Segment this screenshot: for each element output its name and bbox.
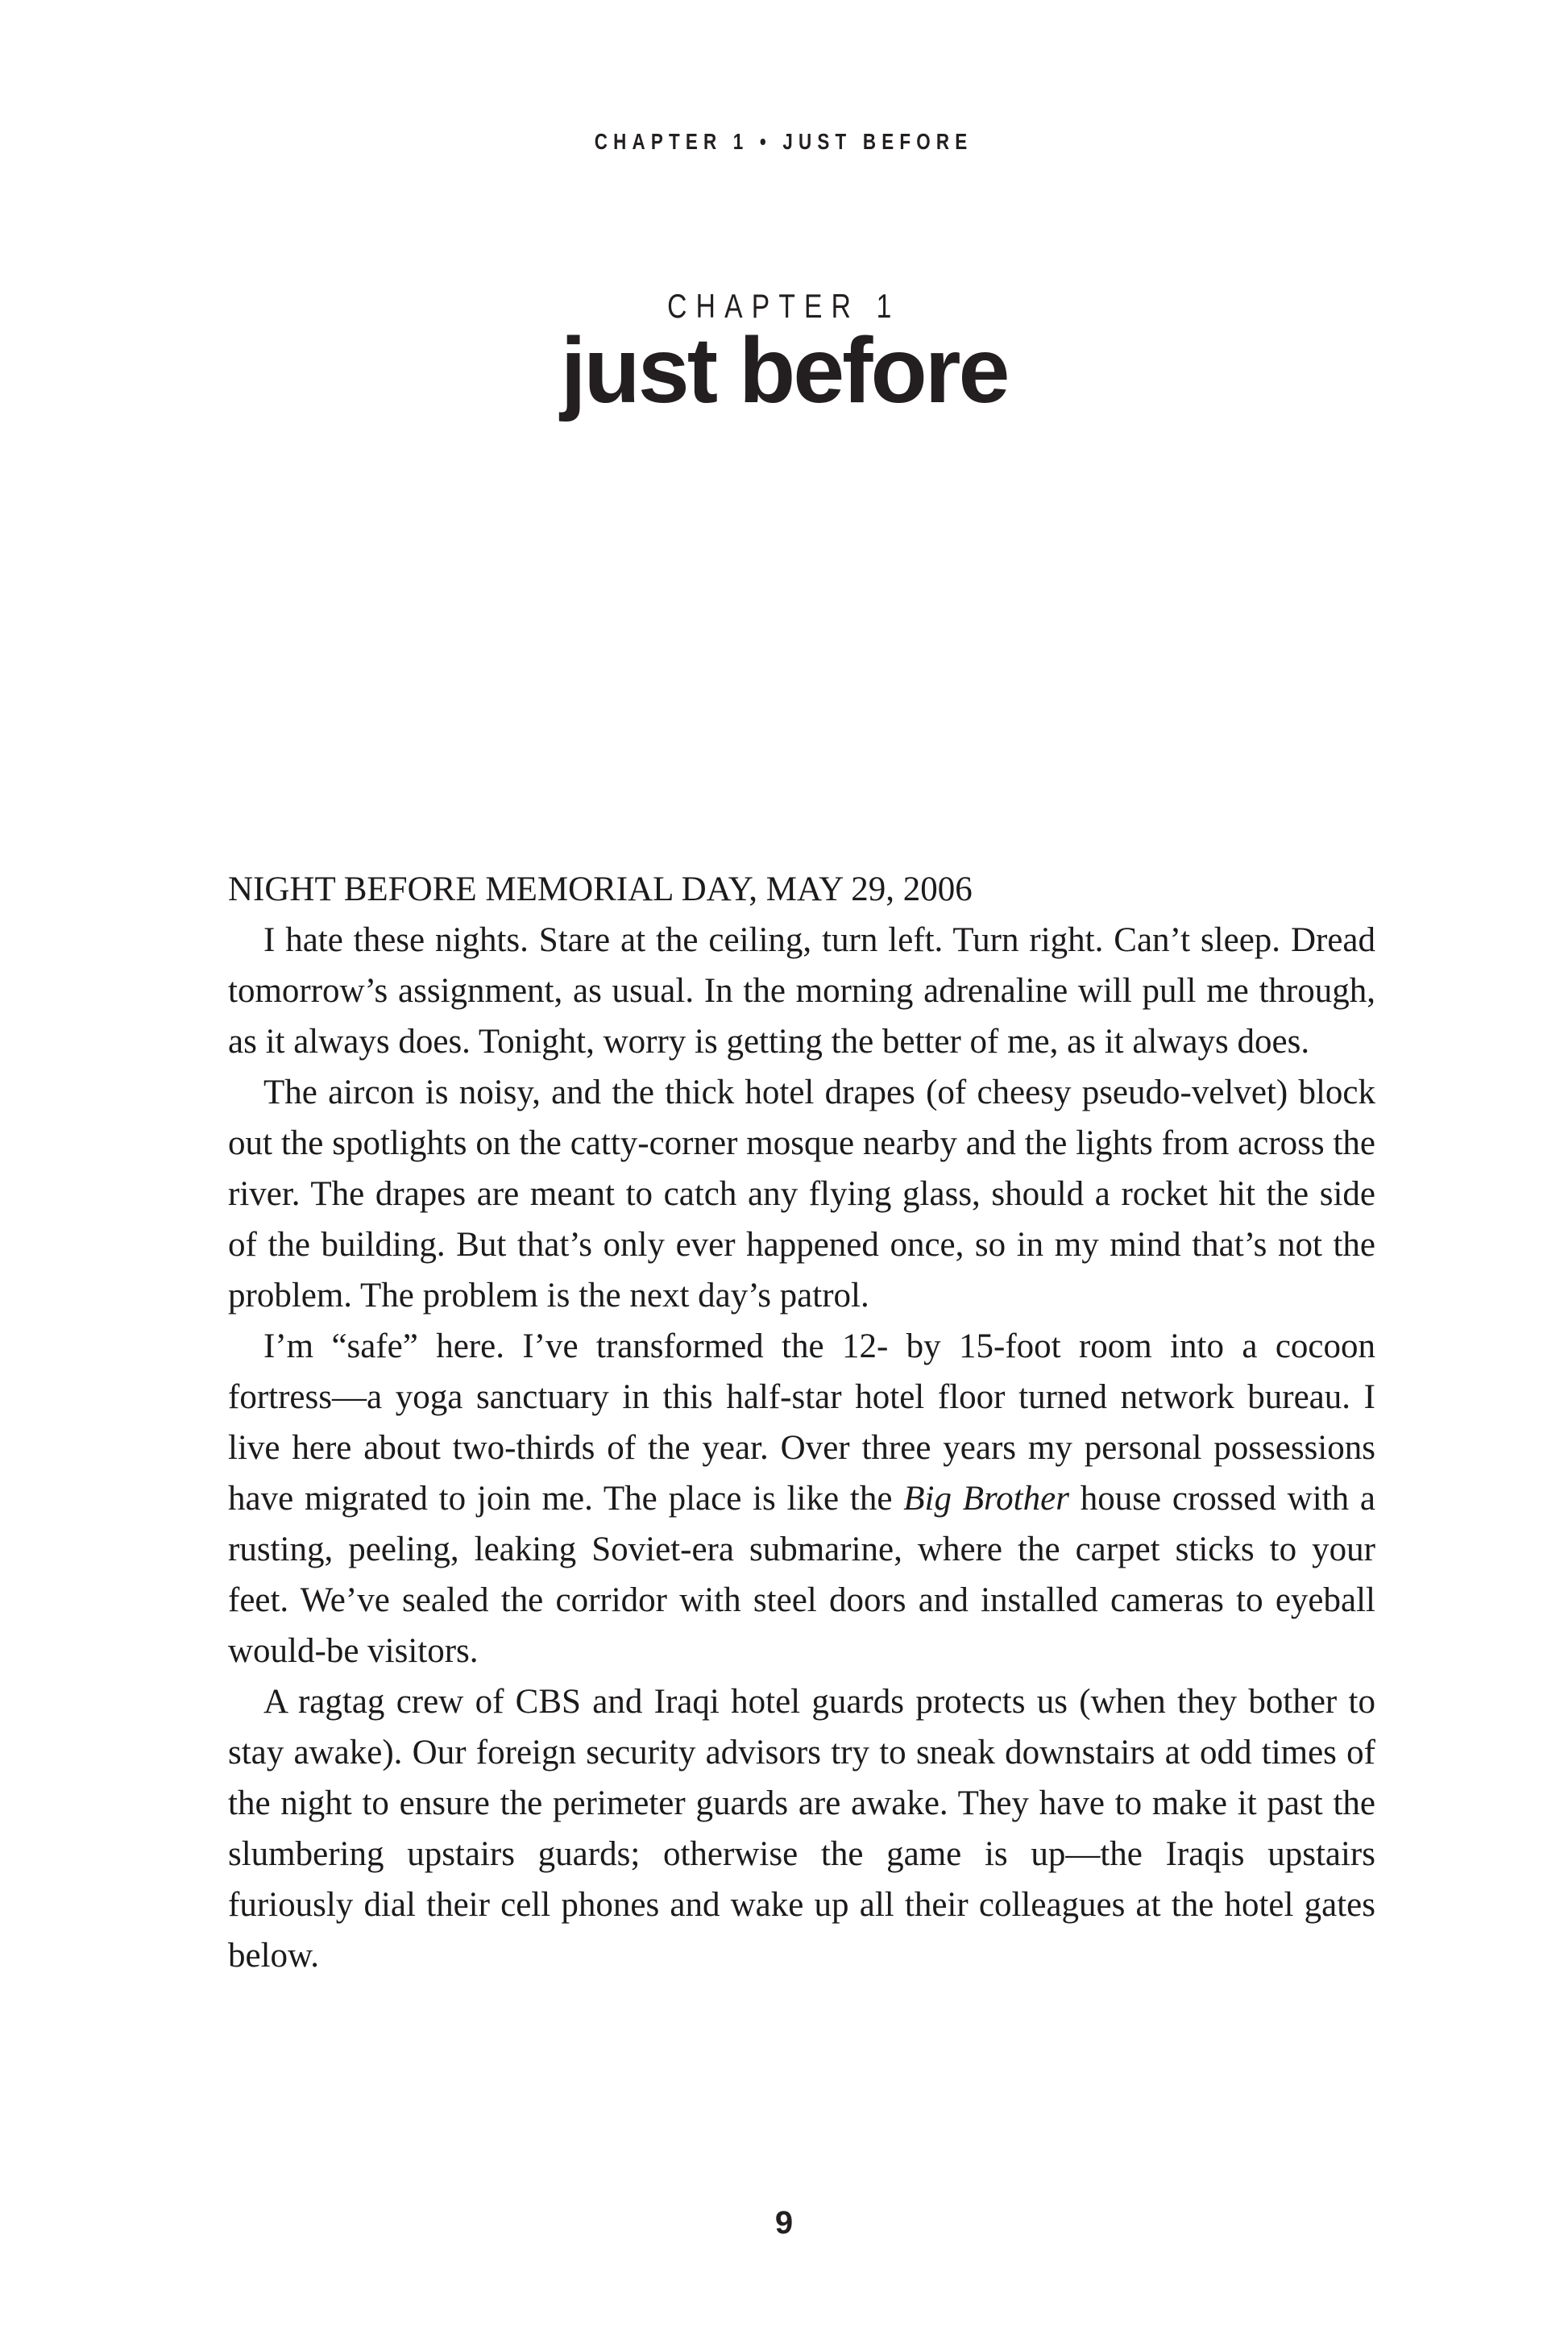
page-number: 9 [774, 2205, 794, 2241]
running-header [0, 129, 1568, 155]
paragraph-text: A ragtag crew of CBS and Iraqi hotel guards protects us (when they bother to stay awake). Our foreign security advisors try to sneak downstairs at odd times of the night to ensure the perimeter guards are awake. They have to make it past the slumbering upstairs guards; otherwise the game is up—the Iraqis upstairs furiously dial their cell phones and wake up all their colleagues at the hotel gates below. [228, 1683, 1375, 1975]
paragraph-text: I’m “safe” here. I’ve transformed the 12- by 15-foot room into a cocoon fortress—a yoga sanctuary in this half-star hotel floor turned network bureau. I live here about two-thirds of the year. Over three years my personal possessions have migrated to join me. The place is like the [228, 1327, 1375, 1518]
paragraph-text: house crossed with a rusting, peeling, leaking Soviet-era submarine, where the carpet sticks to your feet. We’ve sealed the corridor with steel doors and installed cameras to eyeball would-be visitors. [228, 1480, 1376, 1670]
chapter-title: just before [560, 319, 1008, 422]
italic-text: Big Brother [903, 1480, 1069, 1518]
body-text-block [228, 864, 1375, 1981]
paragraph [228, 1676, 1375, 1981]
paragraph-text: The aircon is noisy, and the thick hotel drapes (of cheesy pseudo-velvet) block out the spotlights on the catty-corner mosque nearby and the lights from across the river. The drapes are meant to catch any flying glass, should a rocket hit the side of the building. But that’s only ever happened once, so in my mind that’s not the problem. The problem is the next day’s patrol. [228, 1074, 1375, 1315]
chapter-number-text: CHAPTER 1 [667, 287, 901, 325]
running-header-text: CHAPTER 1 • JUST BEFORE [595, 129, 973, 154]
paragraphs-container [228, 915, 1375, 1981]
paragraph [228, 1067, 1375, 1321]
paragraph [228, 915, 1375, 1067]
date-heading: NIGHT BEFORE MEMORIAL DAY, MAY 29, 2006 [228, 870, 973, 908]
paragraph [228, 1321, 1375, 1676]
paragraph-text: I hate these nights. Stare at the ceiling, turn left. Turn right. Can’t sleep. Dread tomorrow’s assignment, as usual. In the morning adrenaline will pull me through, as it always does. Tonight, worry is getting the better of me, as it always does. [228, 921, 1375, 1061]
